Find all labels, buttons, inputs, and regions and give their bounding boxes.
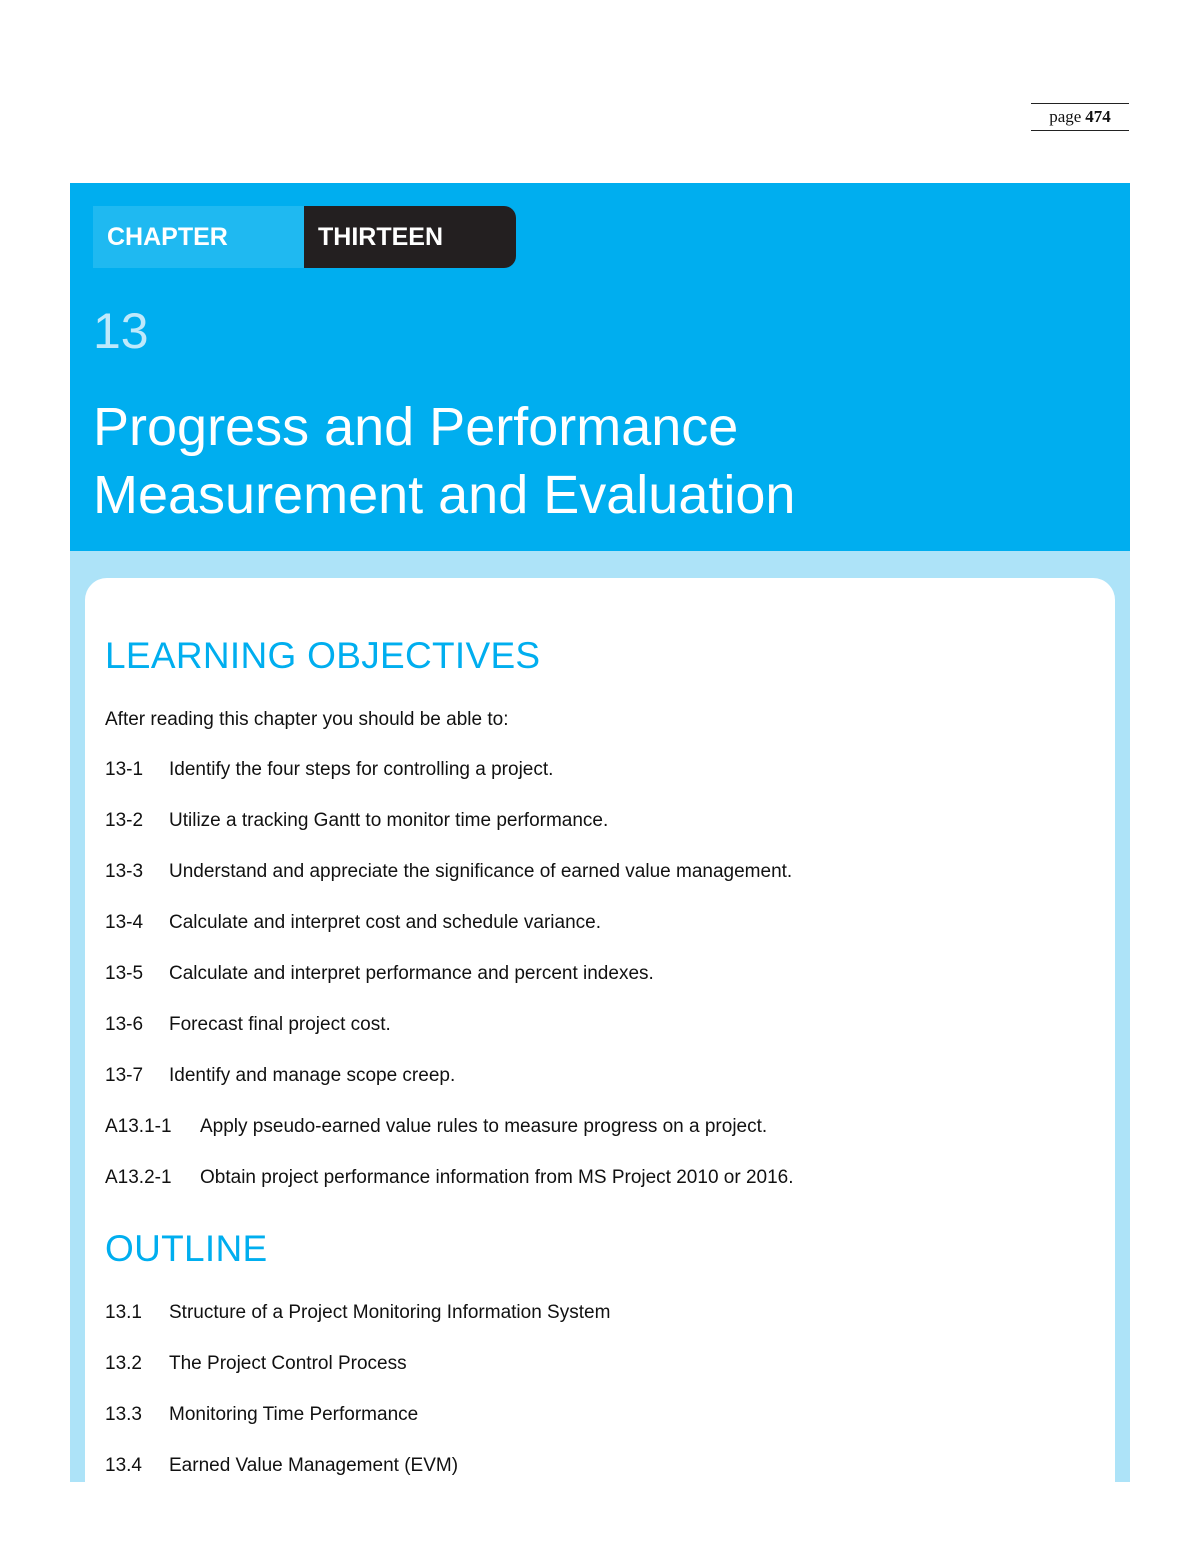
outline-heading: OUTLINE xyxy=(105,1228,268,1269)
list-item xyxy=(105,810,794,861)
objective-code: 13-3 xyxy=(105,861,144,882)
objective-text: Calculate and interpret cost and schedule variance. xyxy=(169,912,601,933)
chapter-title-line-2: Measurement and Evaluation xyxy=(93,465,796,525)
objective-text: Understand and appreciate the significance of earned value management. xyxy=(169,861,793,882)
outline-code: 13.3 xyxy=(105,1404,142,1425)
objective-code: A13.1-1 xyxy=(105,1116,172,1137)
list-item xyxy=(105,1302,610,1353)
chapter-word: THIRTEEN xyxy=(304,206,516,268)
list-item xyxy=(105,1455,610,1506)
chapter-title-line-1: Progress and Performance xyxy=(93,397,739,457)
objective-text: Identify the four steps for controlling a project. xyxy=(169,759,554,780)
objective-text: Calculate and interpret performance and percent indexes. xyxy=(169,963,654,984)
list-item xyxy=(105,1065,794,1116)
objective-code: 13-1 xyxy=(105,759,144,780)
outline-list xyxy=(105,1302,610,1506)
list-item xyxy=(105,912,794,963)
list-item xyxy=(105,1014,794,1065)
objective-code: 13-5 xyxy=(105,963,144,984)
outline-text: The Project Control Process xyxy=(169,1353,407,1374)
objective-text: Forecast final project cost. xyxy=(169,1014,391,1035)
outline-text: Earned Value Management (EVM) xyxy=(169,1455,459,1476)
learning-objectives-list xyxy=(105,759,794,1218)
objective-code: 13-6 xyxy=(105,1014,144,1035)
page-number xyxy=(1031,103,1129,131)
content-card xyxy=(85,578,1115,1482)
objective-text: Utilize a tracking Gantt to monitor time performance. xyxy=(169,810,609,831)
list-item xyxy=(105,1404,610,1455)
outline-code: 13.2 xyxy=(105,1353,142,1374)
outline-code: 13.4 xyxy=(105,1455,142,1476)
chapter-title xyxy=(93,393,1093,529)
learning-objectives-heading: LEARNING OBJECTIVES xyxy=(105,635,541,676)
chapter-header-band xyxy=(70,183,1130,551)
outline-code: 13.1 xyxy=(105,1302,142,1323)
objective-code: 13-7 xyxy=(105,1065,144,1086)
list-item xyxy=(105,1116,794,1167)
objective-text: Identify and manage scope creep. xyxy=(169,1065,456,1086)
objective-text: Apply pseudo-earned value rules to measure progress on a project. xyxy=(200,1116,768,1137)
list-item xyxy=(105,1167,794,1218)
list-item xyxy=(105,759,794,810)
list-item xyxy=(105,861,794,912)
objective-code: 13-4 xyxy=(105,912,144,933)
objective-code: 13-2 xyxy=(105,810,144,831)
page-number-prefix: page xyxy=(1049,107,1082,126)
list-item xyxy=(105,1353,610,1404)
learning-objectives-intro: After reading this chapter you should be able to: xyxy=(105,709,509,730)
objective-code: A13.2-1 xyxy=(105,1167,172,1188)
objective-text: Obtain project performance information from MS Project 2010 or 2016. xyxy=(200,1167,794,1188)
chapter-tab xyxy=(93,206,516,268)
chapter-label: CHAPTER xyxy=(93,206,304,268)
body-frame xyxy=(70,551,1130,1482)
outline-text: Monitoring Time Performance xyxy=(169,1404,419,1425)
outline-text: Structure of a Project Monitoring Information System xyxy=(169,1302,611,1323)
list-item xyxy=(105,963,794,1014)
page-number-value: 474 xyxy=(1085,107,1111,126)
chapter-number: 13 xyxy=(93,303,149,359)
